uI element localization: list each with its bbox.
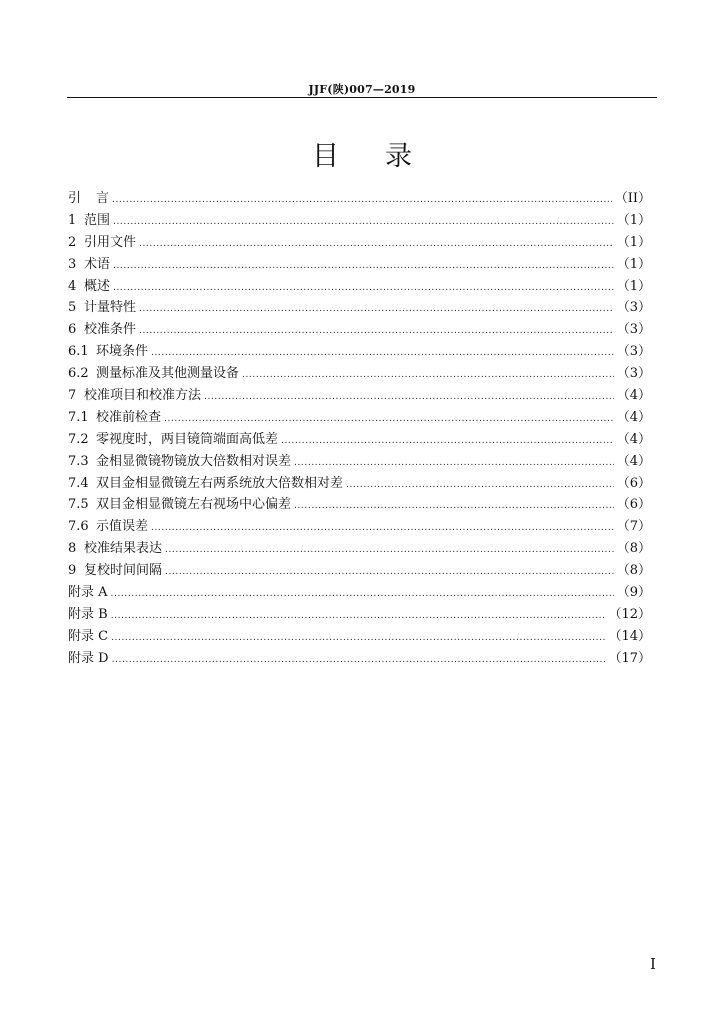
toc-leader-dots	[242, 365, 614, 387]
toc-entry-number: 8	[68, 541, 77, 557]
toc-entry-page: （9）	[616, 585, 651, 601]
toc-leader-dots	[111, 628, 605, 650]
toc-entry-1[interactable]	[68, 210, 651, 232]
toc-entry-label: 双目金相显微镜左右视场中心偏差	[96, 497, 292, 513]
toc-entry-number: 附录 A	[68, 585, 108, 601]
toc-entry-number: 9	[68, 563, 77, 579]
toc-entry-appendix-b[interactable]	[68, 604, 651, 626]
toc-leader-dots	[151, 343, 614, 365]
toc-leader-dots	[111, 606, 606, 628]
toc-entry-7-4[interactable]	[68, 473, 651, 495]
toc-entry-9[interactable]	[68, 560, 651, 582]
toc-leader-dots	[139, 234, 614, 256]
toc-leader-dots	[111, 584, 614, 606]
toc-entry-2[interactable]	[68, 232, 651, 254]
toc-entry-6-2[interactable]	[68, 363, 651, 385]
toc-entry-page: （12）	[608, 606, 651, 622]
toc-entry-appendix-d[interactable]	[68, 648, 651, 670]
toc-entry-page: （3）	[616, 322, 651, 338]
toc-leader-dots	[113, 278, 614, 300]
toc-entry-page: （3）	[616, 366, 651, 382]
toc-leader-dots	[164, 409, 614, 431]
toc-entry-number: 引	[68, 191, 82, 206]
toc-leader-dots	[165, 540, 614, 562]
page-number: I	[650, 955, 656, 973]
toc-entry-7-1[interactable]	[68, 407, 651, 429]
toc-entry-appendix-c[interactable]	[68, 626, 651, 648]
toc-leader-dots	[112, 190, 612, 212]
toc-leader-dots	[112, 650, 606, 672]
toc-entry-3[interactable]	[68, 254, 651, 276]
toc-entry-label: 概述	[84, 278, 111, 294]
toc-leader-dots	[294, 453, 614, 475]
toc-entry-page: （II）	[614, 191, 651, 206]
toc-entry-label: 言	[96, 191, 110, 206]
toc-entry-page: （14）	[608, 628, 651, 644]
toc-entry-page: （8）	[616, 541, 651, 557]
running-header: JJF(陕)007—2019	[308, 83, 416, 96]
toc-entry-number: 7	[68, 388, 77, 404]
toc-leader-dots	[139, 321, 614, 343]
toc-entry-appendix-a[interactable]	[68, 582, 651, 604]
toc-entry-number: 6.2	[68, 366, 89, 382]
toc-entry-page: （17）	[608, 650, 651, 666]
toc-leader-dots	[165, 562, 614, 584]
page-title: 目录	[312, 141, 458, 172]
toc-entry-label: 复校时间间隔	[84, 563, 163, 579]
toc-entry-6-1[interactable]	[68, 341, 651, 363]
toc-entry-number: 5	[68, 300, 77, 316]
toc-leader-dots	[113, 212, 614, 234]
toc-entry-7[interactable]	[68, 385, 651, 407]
toc-entry-7-3[interactable]	[68, 451, 651, 473]
toc-entry-number: 附录 B	[68, 606, 108, 622]
toc-entry-page: （4）	[616, 409, 651, 425]
toc-entry-label: 校准条件	[84, 322, 137, 338]
table-of-contents	[68, 188, 651, 670]
toc-entry-number: 7.5	[68, 497, 89, 513]
toc-entry-label: 校准前检查	[96, 409, 162, 425]
toc-entry-number: 6.1	[68, 344, 89, 360]
toc-leader-dots	[204, 387, 614, 409]
toc-entry-page: （6）	[616, 497, 651, 513]
toc-entry-5[interactable]	[68, 297, 651, 319]
toc-entry-number: 1	[68, 212, 77, 228]
toc-entry-page: （1）	[616, 256, 651, 272]
toc-entry-number: 7.4	[68, 475, 89, 491]
toc-leader-dots	[113, 256, 614, 278]
toc-entry-6[interactable]	[68, 319, 651, 341]
header-rule	[67, 97, 657, 98]
toc-entry-number: 2	[68, 234, 77, 250]
toc-entry-page: （7）	[616, 519, 651, 535]
toc-entry-8[interactable]	[68, 538, 651, 560]
toc-entry-page: （3）	[616, 344, 651, 360]
toc-entry-page: （6）	[616, 475, 651, 491]
toc-entry-page: （1）	[616, 278, 651, 294]
toc-entry-page: （4）	[616, 431, 651, 447]
toc-entry-number: 3	[68, 256, 77, 272]
toc-leader-dots	[151, 518, 614, 540]
toc-entry-label: 范围	[84, 212, 111, 228]
toc-entry-label: 双目金相显微镜左右两系统放大倍数相对差	[96, 475, 344, 491]
toc-leader-dots	[346, 475, 614, 497]
toc-entry-number: 7.1	[68, 409, 89, 425]
toc-entry-label: 校准项目和校准方法	[84, 388, 202, 404]
toc-entry-number: 6	[68, 322, 77, 338]
toc-entry-label: 计量特性	[84, 300, 137, 316]
toc-entry-number: 4	[68, 278, 77, 294]
toc-entry-7-6[interactable]	[68, 516, 651, 538]
toc-entry-number: 附录 D	[68, 650, 109, 666]
toc-entry-4[interactable]	[68, 276, 651, 298]
toc-entry-page: （4）	[616, 388, 651, 404]
toc-entry-number: 附录 C	[68, 628, 109, 644]
toc-entry-label: 校准结果表达	[84, 541, 163, 557]
toc-entry-label: 环境条件	[96, 344, 149, 360]
toc-entry-intro[interactable]	[68, 188, 651, 210]
toc-leader-dots	[139, 299, 614, 321]
toc-entry-page: （1）	[616, 234, 651, 250]
toc-entry-number: 7.2	[68, 431, 89, 447]
toc-entry-page: （4）	[616, 453, 651, 469]
toc-entry-page: （8）	[616, 563, 651, 579]
toc-entry-page: （1）	[616, 212, 651, 228]
toc-leader-dots	[281, 431, 614, 453]
toc-entry-label: 术语	[84, 256, 111, 272]
toc-entry-label: 示值误差	[96, 519, 149, 535]
toc-entry-number: 7.6	[68, 519, 89, 535]
toc-entry-number: 7.3	[68, 453, 89, 469]
toc-entry-page: （3）	[616, 300, 651, 316]
toc-entry-label: 引用文件	[84, 234, 137, 250]
toc-leader-dots	[294, 496, 614, 518]
toc-entry-label: 测量标准及其他测量设备	[96, 366, 240, 382]
toc-entry-label: 金相显微镜物镜放大倍数相对误差	[96, 453, 292, 469]
toc-entry-7-5[interactable]	[68, 494, 651, 516]
toc-entry-7-2[interactable]	[68, 429, 651, 451]
toc-entry-label: 零视度时，两目镜筒端面高低差	[96, 431, 279, 447]
